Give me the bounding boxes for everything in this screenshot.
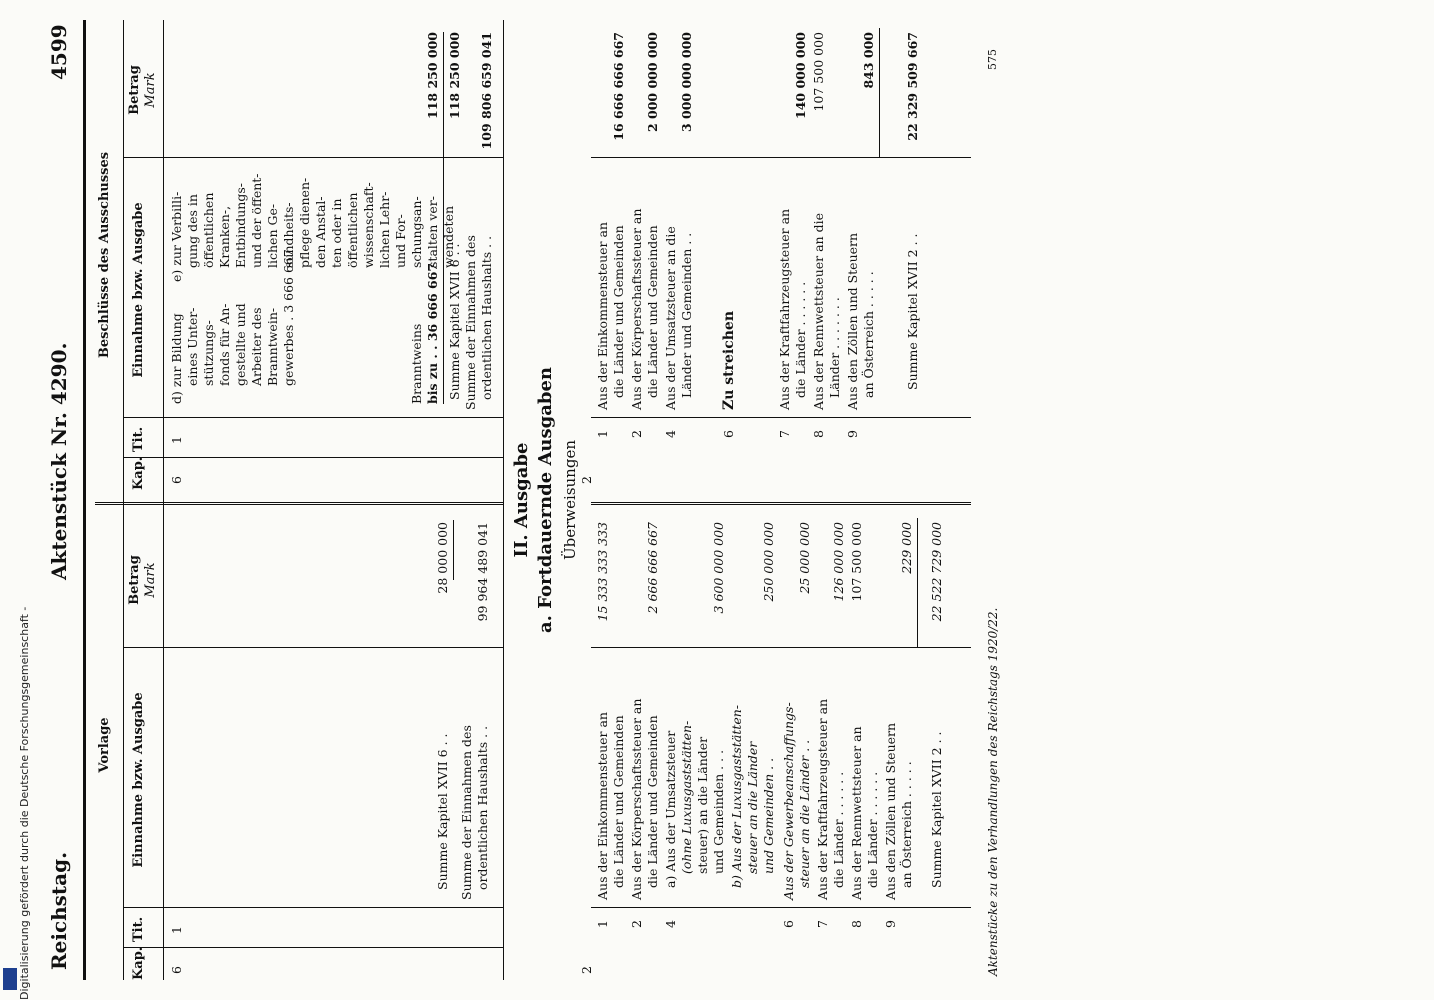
- header-rule: [83, 20, 86, 980]
- row-text: die Länder und Gemeinden: [645, 225, 660, 398]
- left-summe-kapitel-value: 28 000 000: [435, 522, 450, 594]
- e-line: Kranken-,: [217, 205, 232, 268]
- e-line: Branntweins: [409, 323, 424, 404]
- right-summe-einnahmen-2: ordentlichen Haushalts . .: [479, 235, 494, 400]
- row-tit: 1: [595, 920, 610, 928]
- e-line: den Anstal-: [313, 196, 328, 268]
- row-text: die Länder . . . . . .: [793, 281, 808, 398]
- e-line-total: bis zu . . 36 666 667: [425, 262, 440, 404]
- row-value: 126 000 000: [831, 522, 846, 602]
- d-line: Arbeiter des: [249, 307, 264, 386]
- footer-page: 575: [986, 49, 999, 70]
- footer-note: Aktenstücke zu den Verhandlungen des Reichstags 1920/22.: [986, 607, 1000, 976]
- right-transfer-table: [595, 18, 900, 458]
- rule: [123, 907, 503, 908]
- rule: [123, 157, 503, 158]
- row-tit: 2: [629, 430, 644, 438]
- right-section-kap: 2: [579, 476, 594, 484]
- right-e-block-tail: [297, 304, 313, 404]
- row-text: Aus der Rennwettsteuer an die: [811, 213, 826, 410]
- row-value: 25 000 000: [797, 522, 812, 594]
- right-total-value: 118 250 000: [425, 32, 440, 119]
- right-summe-kapitel-2-value: 22 329 509 667: [905, 32, 920, 141]
- row-text: und Gemeinden . .: [761, 757, 776, 874]
- sum-rule: [443, 32, 444, 404]
- right-tit-value: 1: [169, 436, 184, 444]
- row-text: steuer an die Länder . .: [797, 739, 812, 888]
- row-tit: 4: [663, 430, 678, 438]
- table-row: [777, 18, 811, 458]
- d-line: gestellte und: [233, 303, 248, 386]
- row-value: 3 600 000 000: [711, 522, 726, 614]
- digitization-text: Digitalisierung gefördert durch die Deutsche Forschungsgemeinschaft -: [18, 606, 31, 1000]
- right-summe-kapitel-2: Summe Kapitel XVII 2 . .: [905, 233, 920, 390]
- rule: [123, 647, 503, 648]
- left-section-kap: 2: [579, 966, 594, 974]
- row-tit: 9: [845, 430, 860, 438]
- row-tit: 2: [629, 920, 644, 928]
- row-text: steuer) an die Länder: [695, 736, 710, 874]
- d-line: d) zur Bildung: [169, 313, 184, 404]
- left-summe-einnahmen-value: 99 964 489 041: [475, 522, 490, 622]
- sum-rule: [879, 28, 900, 158]
- row-value: 140 000 000: [793, 32, 808, 119]
- table-row: [729, 508, 781, 948]
- sum-rule: [453, 520, 454, 580]
- digitization-note: [4, 20, 31, 1000]
- left-kap-heading: Kap.: [131, 946, 146, 980]
- left-summe-kapitel-2-value: 22 522 729 000: [929, 522, 944, 622]
- row-text: die Länder und Gemeinden: [611, 715, 626, 888]
- row-value: 15 333 333 333: [595, 522, 610, 622]
- table-row: [595, 18, 629, 458]
- e-line: lichen Lehr-: [377, 191, 392, 268]
- page-number: 4599: [47, 24, 71, 80]
- table-row: [663, 508, 729, 948]
- row-text: b) Aus der Luxusgaststätten-: [729, 704, 744, 888]
- row-tit: 6: [721, 430, 736, 438]
- d-line: gewerbes . 3 666 667: [281, 249, 296, 386]
- row-value: 107 500 000: [849, 522, 864, 602]
- left-summe-einnahmen-2: ordentlichen Haushalts . .: [475, 725, 490, 890]
- e-line: und For-: [393, 214, 408, 268]
- row-text: Aus der Körperschaftssteuer an: [629, 208, 644, 410]
- e-line: wissenschaft-: [361, 182, 376, 268]
- row-text: Aus der Kraftfahrzeugsteuer an: [815, 698, 830, 900]
- e-line: und der öffent-: [249, 173, 264, 268]
- row-text: Länder und Gemeinden . .: [679, 232, 694, 398]
- left-transfer-table: [595, 508, 942, 948]
- row-tit: 8: [849, 920, 864, 928]
- row-text: Aus der Rennwettsteuer an: [849, 726, 864, 900]
- left-einnahme-heading: Einnahme bzw. Ausgabe: [131, 692, 146, 868]
- e-line: wendeten: [441, 205, 456, 268]
- right-mark-heading: Mark: [143, 72, 158, 108]
- table-row: [845, 18, 879, 458]
- left-tit-heading: Tit.: [131, 916, 146, 942]
- row-text: die Länder und Gemeinden: [611, 225, 626, 398]
- d-line: stützungs-: [201, 320, 216, 386]
- right-einnahme-heading: Einnahme bzw. Ausgabe: [131, 202, 146, 378]
- row-text: Aus den Zöllen und Steuern: [845, 232, 860, 410]
- center-rule: [591, 502, 971, 505]
- left-summe-einnahmen-1: Summe der Einnahmen des: [459, 725, 474, 900]
- e-line: Entbindungs-: [233, 183, 248, 268]
- vorlage-heading: Vorlage: [97, 717, 112, 773]
- row-tit: 1: [595, 430, 610, 438]
- e-line: lichen Ge-: [265, 203, 280, 268]
- e-line: pflege dienen-: [297, 177, 312, 268]
- row-text: Aus der Einkommensteuer an: [595, 712, 610, 900]
- row-tit: 8: [811, 430, 826, 438]
- table-row: [815, 508, 849, 948]
- row-tit: 6: [781, 920, 796, 928]
- heading-rule: [123, 20, 124, 980]
- table-row: [781, 508, 815, 948]
- d-line: eines Unter-: [185, 307, 200, 386]
- row-text: Aus der Umsatzsteuer an die: [663, 226, 678, 410]
- row-text: Zu streichen: [721, 310, 737, 410]
- left-summe-kapitel: Summe Kapitel XVII 6 . .: [435, 733, 450, 890]
- row-tit: 7: [815, 920, 830, 928]
- rule: [123, 947, 503, 948]
- table-row: [629, 18, 663, 458]
- e-line: öffentlichen: [345, 192, 360, 268]
- row-text: an Österreich . . . . .: [861, 271, 876, 398]
- row-text: Aus den Zöllen und Steuern: [883, 722, 898, 900]
- table-head-rule: [163, 20, 164, 980]
- row-value: 16 666 666 667: [611, 32, 626, 141]
- row-tit: 9: [883, 920, 898, 928]
- left-kap-value: 6: [169, 966, 184, 974]
- e-line: stalten ver-: [425, 196, 440, 268]
- row-text: an Österreich . . . . .: [899, 761, 914, 888]
- row-text: Aus der Kraftfahrzeugsteuer an: [777, 208, 792, 410]
- table-row: [811, 18, 845, 458]
- row-text: steuer an die Länder: [745, 741, 760, 874]
- e-line: gung des in: [185, 194, 200, 268]
- row-value: 843 000: [861, 32, 876, 89]
- row-text: Aus der Körperschaftssteuer an: [629, 698, 644, 900]
- table-row: [663, 18, 721, 458]
- row-value: 229 000: [899, 522, 914, 574]
- left-betrag-heading: Betrag: [127, 555, 142, 605]
- right-summe-kapitel: Summe Kapitel XVII 6 . .: [447, 243, 462, 400]
- dfg-logo: [3, 968, 17, 990]
- table-row: [629, 508, 663, 948]
- left-mark-heading: Mark: [143, 562, 158, 598]
- row-text: a) Aus der Umsatzsteuer: [663, 730, 678, 888]
- rule: [123, 417, 503, 418]
- row-value: 107 500 000: [811, 32, 826, 112]
- right-kap-value: 6: [169, 476, 184, 484]
- section-title: II. Ausgabe: [511, 442, 532, 558]
- left-summe-kapitel-2: Summe Kapitel XVII 2 . .: [929, 731, 944, 888]
- row-tit: 7: [777, 430, 792, 438]
- e-line: ten oder in: [329, 198, 344, 268]
- rule: [123, 457, 503, 458]
- e-line: e) zur Verbilli-: [169, 191, 184, 282]
- center-rule: [95, 502, 503, 505]
- right-tit-heading: Tit.: [131, 426, 146, 452]
- row-text: (ohne Luxusgaststätten-: [679, 720, 694, 874]
- right-summe-einnahmen-value: 109 806 659 041: [479, 32, 494, 150]
- row-value: 250 000 000: [761, 522, 776, 602]
- table-row: [883, 508, 917, 948]
- right-summe-einnahmen-1: Summe der Einnahmen des: [463, 235, 478, 410]
- row-text: und Gemeinden . . .: [711, 749, 726, 874]
- table-row: [595, 508, 629, 948]
- row-value: 2 000 000 000: [645, 32, 660, 133]
- right-betrag-heading: Betrag: [127, 65, 142, 115]
- right-summe-kapitel-value: 118 250 000: [447, 32, 462, 119]
- right-e-block: [169, 173, 425, 282]
- row-tit: 4: [663, 920, 678, 928]
- beschluesse-heading: Beschlüsse des Ausschusses: [97, 151, 112, 359]
- e-line: öffentlichen: [201, 192, 216, 268]
- rotated-page: [35, 0, 1415, 1000]
- right-kap-heading: Kap.: [131, 456, 146, 490]
- table-bottom-rule: [503, 20, 504, 980]
- e-line: sundheits-: [281, 202, 296, 268]
- row-text: die Länder . . . . . .: [865, 771, 880, 888]
- row-text: Aus der Einkommensteuer an: [595, 222, 610, 410]
- d-line: fonds für An-: [217, 303, 232, 386]
- table-row: [721, 18, 777, 458]
- header-left: Reichstag.: [47, 851, 71, 970]
- row-value: 2 666 666 667: [645, 522, 660, 614]
- row-value: 3 000 000 000: [679, 32, 694, 133]
- d-line: Branntwein-: [265, 307, 280, 386]
- row-text: die Länder . . . . . .: [831, 771, 846, 888]
- table-row: [849, 508, 883, 948]
- header-center: Aktenstück Nr. 4290.: [47, 342, 71, 580]
- row-text: Länder . . . . . . .: [827, 297, 842, 398]
- section-sub: a. Fortdauernde Ausgaben: [535, 366, 556, 634]
- row-text: die Länder und Gemeinden: [645, 715, 660, 888]
- e-line: schungsan-: [409, 196, 424, 268]
- section-subsub: Überweisungen: [561, 440, 579, 560]
- left-tit-value: 1: [169, 926, 184, 934]
- row-text: Aus der Gewerbeanschaffungs-: [781, 702, 796, 900]
